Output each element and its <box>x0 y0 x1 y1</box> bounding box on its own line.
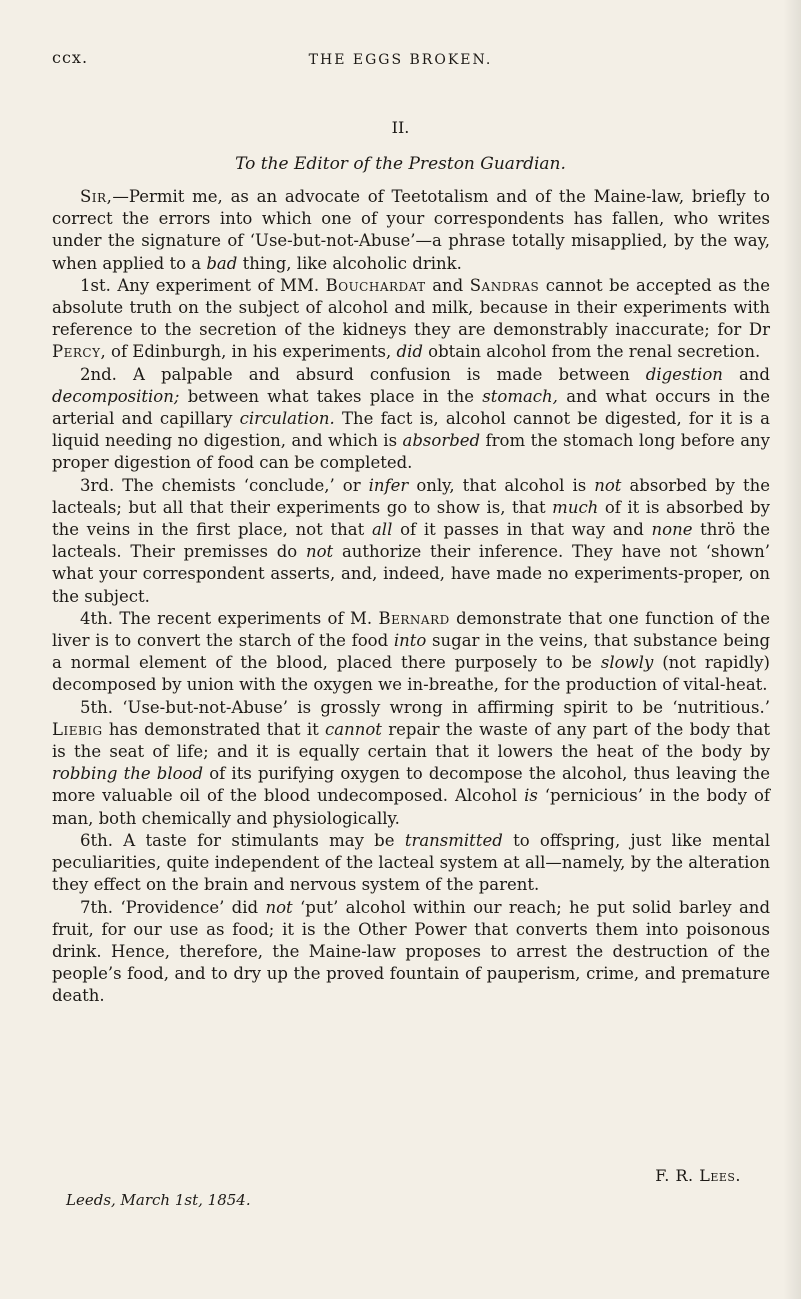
paragraph-1st: 1st. Any experiment of MM. Bouchardat and Sandras cannot be accepted as the absolute truth on the subject of alcohol and milk, because in their experiments with reference to the secretion of the kidneys they are demonstrably inaccurate; for Dr Percy, of Edinburgh, in his experiments, did obtain alcohol from the renal secretion. <box>52 275 770 362</box>
paragraph-5th: 5th. ‘Use-but-not-Abuse’ is grossly wrong in affirming spirit to be ‘nutritious.’ Liebig has demonstrated that it cannot repair the waste of any part of the body that is the seat of life; and it is equally certain that it lowers the heat of the body by robbing the blood of its purifying oxygen to decompose the alcohol, thus leaving the more valuable oil of the blood undecomposed. Alcohol is ‘pernicious’ in the body of man, both chemically and physiologically. <box>52 697 770 828</box>
paragraph-7th: 7th. ‘Providence’ did not ‘put’ alcohol within our reach; he put solid barley and fruit, for our use as food; it is the Other Power that converts them into poisonous drink. Hence, therefore, the Maine-law proposes to arrest the destruction of the people’s food, and to dry up the proved fountain of pauperism, crime, and premature death. <box>52 897 771 1006</box>
page-number: ccx. <box>52 48 89 67</box>
paragraph-6th: 6th. A taste for stimulants may be transmitted to offspring, just like mental peculiarities, quite independent of the lacteal system at all—namely, by the alteration they effect on the brain and nervous system of the parent. <box>52 830 771 895</box>
paragraph-salutation: Sir,—Permit me, as an advocate of Teetotalism and of the Maine-law, briefly to correct the errors into which one of your correspondents has fallen, who writes under the signature of ‘Use-but-not-Abuse’—a phrase totally misapplied, by the way, when applied to a bad thing, like alcoholic drink. <box>52 187 770 273</box>
letter-body <box>52 186 770 1008</box>
paragraph-2nd: 2nd. A palpable and absurd confusion is made between digestion and decomposition; between what takes place in the stomach, and what occurs in the arterial and capillary circulation. The fact is, alcohol cannot be digested, for it is a liquid needing no digestion, and which is absorbed from the stomach long before any proper digestion of food can be completed. <box>52 364 771 473</box>
signature: F. R. Lees. <box>655 1166 741 1185</box>
running-head <box>0 48 801 72</box>
section-number: II. <box>391 118 410 137</box>
place-date: Leeds, March 1st, 1854. <box>66 1191 251 1209</box>
letter-heading: To the Editor of the Preston Guardian. <box>235 154 566 174</box>
running-title: THE EGGS BROKEN. <box>308 52 493 68</box>
paragraph-4th: 4th. The recent experiments of M. Bernard demonstrate that one function of the liver is to convert the starch of the food into sugar in the veins, that substance being a normal element of the blood, placed there purposely to be slowly (not rapidly) decomposed by union with the oxygen we in-breathe, for the production of vital-heat. <box>52 608 771 695</box>
paragraph-3rd: 3rd. The chemists ‘conclude,’ or infer only, that alcohol is not absorbed by the lacteals; but all that their experiments go to show is, that much of it is absorbed by the veins in the first place, not that all of it passes in that way and none thrö the lacteals. Their premisses do not authorize their inference. They have not ‘shown’ what your correspondent asserts, and, indeed, have made no experiments-proper, on the subject. <box>52 475 771 606</box>
